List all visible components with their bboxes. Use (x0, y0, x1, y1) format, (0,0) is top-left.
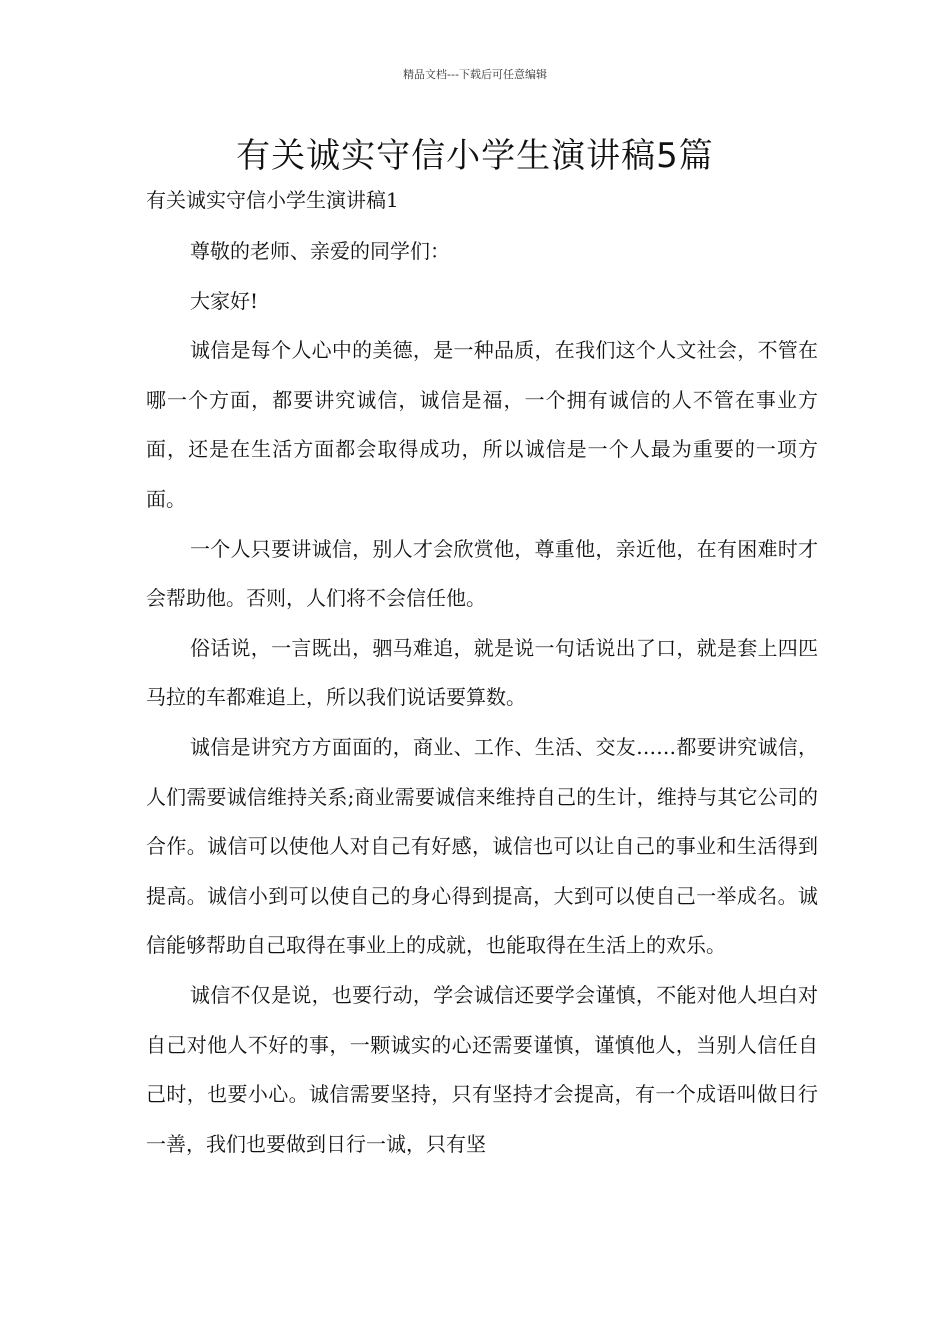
paragraph: 大家好! (190, 288, 259, 313)
document-body (146, 227, 818, 1169)
paragraph: 诚信是每个人心中的美德，是一种品质，在我们这个人文社会，不管在哪一个方面，都要讲究诚信，诚信是福，一个拥有诚信的人不管在事业方面，还是在生活方面都会取得成功，所以诚信是一个人最为重要的一项方面。 (146, 338, 818, 511)
paragraph: 俗话说，一言既出，驷马难追，就是说一句话说出了口，就是套上四匹马拉的车都难追上，所以我们说话要算数。 (146, 635, 818, 710)
document-subtitle: 有关诚实守信小学生演讲稿1 (146, 188, 399, 212)
paragraph: 一个人只要讲诚信，别人才会欣赏他，尊重他，亲近他，在有困难时才会帮助他。否则，人们将不会信任他。 (146, 536, 818, 611)
paragraph: 诚信是讲究方方面面的，商业、工作、生活、交友……都要讲究诚信，人们需要诚信维持关系;商业需要诚信来维持自己的生计，维持与其它公司的合作。诚信可以使他人对自己有好感，诚信也可以让自己的事业和生活得到提高。诚信小到可以使自己的身心得到提高，大到可以使自己一举成名。诚信能够帮助自己取得在事业上的成就，也能取得在生活上的欢乐。 (146, 734, 818, 958)
header-note: 精品文档---下载后可任意编辑 (403, 68, 547, 81)
paragraph: 诚信不仅是说，也要行动，学会诚信还要学会谨慎，不能对他人坦白对自己对他人不好的事，一颗诚实的心还需要谨慎，谨慎他人，当别人信任自己时，也要小心。诚信需要坚持，只有坚持才会提高，有一个成语叫做日行一善，我们也要做到日行一诚，只有坚 (146, 982, 818, 1156)
document-title: 有关诚实守信小学生演讲稿5篇 (236, 136, 714, 176)
paragraph: 尊敬的老师、亲爱的同学们： (190, 239, 450, 263)
